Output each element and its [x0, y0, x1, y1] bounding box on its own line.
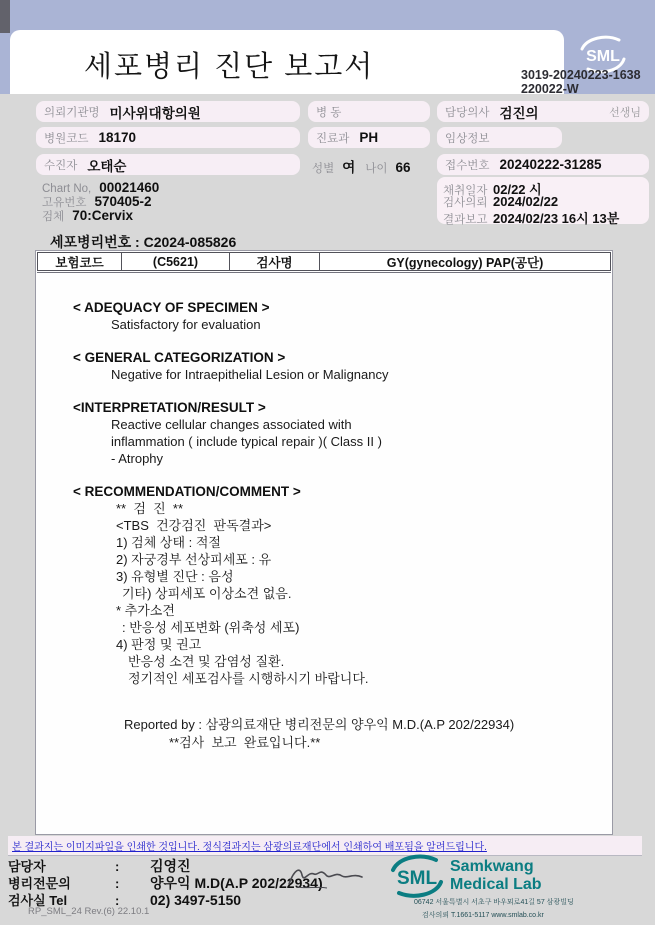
ward-label: 병 동 [316, 106, 342, 119]
department-label: 진료과 [316, 132, 350, 145]
field-ordering-org [36, 101, 300, 122]
patient-name-value: 오태순 [87, 158, 127, 174]
doctor-value: 검진의 [499, 105, 539, 121]
form-version: RP_SML_24 Rev.(6) 22.10.1 [28, 906, 150, 917]
section-line: 1) 검체 상태 : 적절 [116, 535, 221, 550]
svg-text:SML: SML [586, 48, 620, 65]
hospital-code-label: 병원코드 [44, 132, 89, 145]
section-line: 정기적인 세포검사를 시행하시기 바랍니다. [128, 671, 369, 686]
field-patient-name [36, 154, 300, 175]
receipt-no-value: 20240222-31285 [499, 157, 602, 172]
section-heading: <INTERPRETATION/RESULT > [73, 400, 266, 415]
section-heading: < ADEQUACY OF SPECIMEN > [73, 300, 270, 315]
insurance-code-value: (C5621) [122, 253, 230, 270]
section-line: Negative for Intraepithelial Lesion or Malignancy [111, 367, 389, 382]
footer-logo-name-line1: Samkwang [450, 858, 534, 875]
report-section [36, 349, 612, 383]
chart-no-label: Chart No, [42, 183, 92, 195]
doc-number-line2: 220022-W [521, 81, 579, 96]
lab-tel-label: 검사실 Tel [8, 893, 68, 908]
report-date-value: 2024/02/23 16시 13분 [493, 211, 620, 226]
field-report-date [443, 208, 649, 226]
section-line: : 반응성 세포변화 (위축성 세포) [122, 620, 300, 635]
specimen-label: 검체 [42, 211, 65, 223]
staff-value: 김영진 [150, 858, 191, 874]
doc-number-line1: 3019-20240223-1638 [521, 68, 641, 82]
sex-value: 여 [342, 160, 356, 175]
dates-block [437, 177, 649, 224]
chart-no-value: 00021460 [99, 180, 160, 195]
section-line: 3) 유형별 진단 : 음성 [116, 569, 234, 584]
pathology-number [50, 232, 236, 252]
age-label: 나이 [365, 163, 388, 175]
clinical-info-label: 임상정보 [445, 132, 490, 145]
collection-date-label: 채취일자 [443, 185, 488, 197]
field-ward [308, 101, 430, 122]
field-clinical-info [437, 127, 562, 148]
report-date-label: 결과보고 [443, 214, 488, 226]
signature-icon [287, 864, 365, 895]
pathology-number-separator: : [131, 234, 144, 250]
report-section [36, 483, 612, 687]
hospital-code-value: 18170 [98, 130, 136, 145]
staff-label: 담당자 [8, 859, 46, 874]
patient-name-label: 수진자 [44, 159, 78, 172]
section-line: Reactive cellular changes associated with [111, 417, 352, 432]
section-line: - Atrophy [111, 451, 164, 466]
receipt-no-label: 접수번호 [445, 159, 490, 172]
title-box [10, 30, 564, 94]
field-specimen [42, 208, 133, 224]
field-sex-age [312, 156, 411, 176]
field-hospital-code [36, 127, 300, 148]
lab-tel-value: 02) 3497-5150 [150, 892, 242, 908]
section-line: ** 검 진 ** [116, 501, 184, 516]
result-content-box [35, 250, 613, 835]
section-line: 반응성 소견 및 감염성 질환. [128, 654, 285, 669]
section-line: * 추가소견 [116, 603, 175, 618]
pathologist-colon: : [115, 876, 120, 891]
test-name-header: 검사명 [230, 253, 320, 270]
collection-date-value: 02/22 시 [493, 182, 542, 197]
doctor-suffix: 선생님 [609, 106, 641, 119]
report-sections [36, 299, 612, 703]
page-title: 세포병리 진단 보고서 [84, 51, 375, 83]
field-chart-no [42, 180, 159, 195]
svg-text:SML: SML [396, 868, 438, 889]
notice-text: 본 결과지는 이미지파일을 인쇄한 것입니다. 정식결과지는 삼광의료재단에서 인쇄하여 배포됨을 알려드립니다. [12, 842, 487, 853]
section-line: inflammation ( include typical repair )( Class II ) [111, 434, 382, 449]
age-value: 66 [395, 160, 411, 175]
insurance-code-header: 보험코드 [38, 253, 122, 270]
request-date-value: 2024/02/22 [493, 193, 559, 209]
insurance-table [37, 252, 611, 271]
field-request-date [443, 194, 649, 209]
ordering-org-value: 미사위대항의원 [109, 105, 201, 121]
lab-tel-colon: : [115, 893, 120, 908]
section-line: 4) 판정 및 권고 [116, 637, 202, 652]
section-line: 기타) 상피세포 이상소견 없음. [122, 586, 292, 601]
field-collection-date [443, 179, 649, 197]
field-doctor [437, 101, 649, 122]
pathologist-value: 양우익 M.D(A.P 202/22934) [150, 875, 323, 891]
department-value: PH [359, 130, 379, 145]
footer-logo [386, 850, 648, 922]
section-heading: < RECOMMENDATION/COMMENT > [73, 484, 301, 499]
staff-colon: : [115, 859, 120, 874]
footer-logo-name-line2: Medical Lab [450, 876, 542, 893]
section-line: 2) 자궁경부 선상피세포 : 유 [116, 552, 272, 567]
pathologist-label: 병리전문의 [8, 876, 71, 891]
ordering-org-label: 의뢰기관명 [44, 106, 100, 119]
footer-logo-address: 06742 서울특별시 서초구 바우뫼로41길 57 삼광빌딩 [414, 899, 574, 906]
footer-logo-contact: 검사의뢰 T.1661-5117 www.smlab.co.kr [422, 912, 544, 919]
report-section [36, 399, 612, 467]
unique-no-value: 570405-2 [94, 194, 152, 209]
completion-line: **검사 보고 완료입니다.** [169, 735, 321, 750]
scan-corner-artifact [0, 0, 10, 33]
reported-by-line: Reported by : 삼광의료재단 병리전문의 양우익 M.D.(A.P 202/22934) [124, 717, 515, 732]
pathology-number-label: 세포병리번호 [50, 234, 132, 250]
pathology-number-value: C2024-085826 [143, 234, 237, 250]
section-line: Satisfactory for evaluation [111, 317, 261, 332]
doctor-label: 담당의사 [445, 106, 490, 119]
field-receipt-no [437, 154, 649, 175]
section-line: <TBS 건강검진 판독결과> [116, 518, 272, 533]
test-name-value: GY(gynecology) PAP(공단) [386, 255, 544, 270]
report-section [36, 299, 612, 333]
section-heading: < GENERAL CATEGORIZATION > [73, 350, 286, 365]
request-date-label: 검사의뢰 [443, 196, 488, 209]
sex-label: 성별 [312, 163, 335, 175]
specimen-value: 70:Cervix [72, 208, 134, 223]
document-numbers [521, 69, 641, 96]
field-department [308, 127, 430, 148]
unique-no-label: 고유번호 [42, 197, 87, 209]
